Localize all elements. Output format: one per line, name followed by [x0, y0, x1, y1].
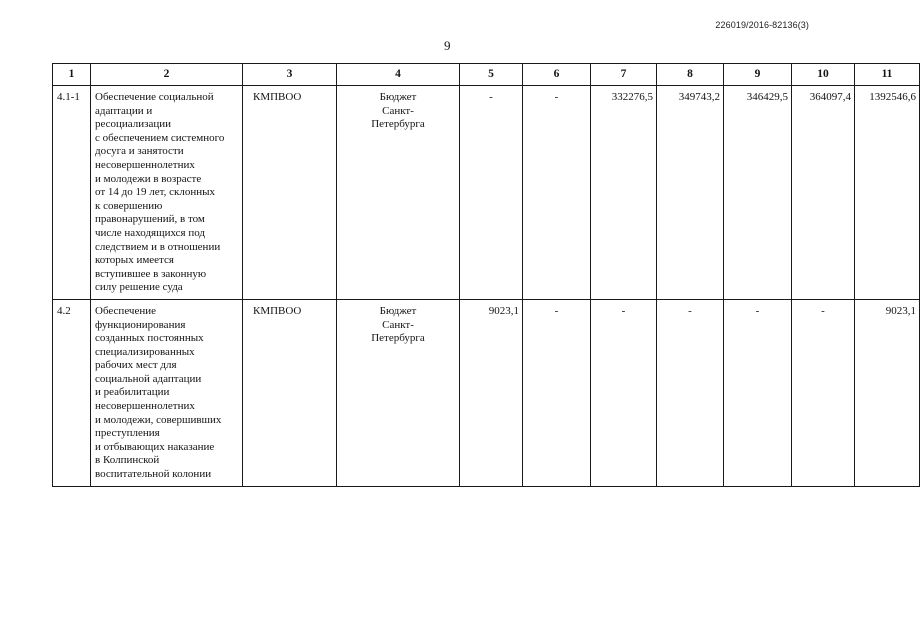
activity-name-line: досуга и занятости: [95, 145, 184, 158]
activity-name-line: Обеспечение: [95, 304, 156, 317]
activity-name-line: к совершению: [95, 199, 163, 212]
activity-name-line: силу решение суда: [95, 281, 183, 294]
column-header: 2: [91, 64, 243, 86]
activity-name-line: в Колпинской: [95, 454, 160, 467]
activity-name-line: несовершеннолетних: [95, 400, 195, 413]
activity-name-line: преступления: [95, 427, 160, 440]
funding-source-line: Санкт-: [382, 318, 414, 331]
column-header: 1: [53, 64, 91, 86]
funding-source-cell: [337, 299, 460, 486]
activity-name-line: адаптации и: [95, 104, 153, 117]
activity-name-line: Обеспечение социальной: [95, 91, 214, 103]
activity-name-line: вступившее в законную: [95, 267, 207, 280]
activity-name-line: и отбывающих наказание: [95, 440, 215, 453]
activity-name-line: и реабилитации: [95, 386, 170, 399]
document-id: 226019/2016-82136(3): [715, 20, 809, 30]
value-cell-10: -: [792, 299, 855, 486]
value-cell-7: 332276,5: [591, 86, 657, 300]
activity-name-line: числе находящихся под: [95, 226, 206, 239]
value-cell-5: 9023,1: [460, 299, 523, 486]
activity-name-line: несовершеннолетних: [95, 158, 195, 171]
activity-name-line: воспитательной колонии: [95, 468, 212, 481]
funding-source-cell: [337, 86, 460, 300]
funding-source-line: Петербурга: [371, 332, 425, 345]
activity-name-line: правонарушений, в том: [95, 213, 205, 226]
value-cell-8: -: [657, 299, 724, 486]
header-row: [53, 64, 920, 86]
table-row: [53, 299, 920, 486]
value-cell-11: 1392546,6: [855, 86, 920, 300]
activity-name-line: специализированных: [95, 345, 195, 358]
value-cell-11: 9023,1: [855, 299, 920, 486]
value-cell-6: -: [523, 86, 591, 300]
value-cell-10: 364097,4: [792, 86, 855, 300]
column-header: 6: [523, 64, 591, 86]
column-header: 3: [243, 64, 337, 86]
activity-name-line: и молодежи в возрасте: [95, 172, 202, 185]
column-header: 11: [855, 64, 920, 86]
value-cell-7: -: [591, 299, 657, 486]
executor-cell: КМПВОО: [243, 299, 337, 486]
row-number: 4.1-1: [53, 86, 91, 300]
column-header: 5: [460, 64, 523, 86]
value-cell-5: -: [460, 86, 523, 300]
activity-name-line: с обеспечением системного: [95, 131, 225, 144]
funding-source-line: Бюджет: [379, 304, 417, 317]
activity-name-line: социальной адаптации: [95, 372, 202, 385]
row-number: 4.2: [53, 299, 91, 486]
value-cell-9: -: [724, 299, 792, 486]
funding-source-line: Петербурга: [371, 118, 425, 131]
activity-name: [91, 86, 243, 300]
funding-source-line: Бюджет: [379, 91, 417, 103]
table-row: [53, 86, 920, 300]
activity-name-line: ресоциализации: [95, 118, 172, 131]
value-cell-9: 346429,5: [724, 86, 792, 300]
page-number: 9: [444, 38, 451, 53]
executor-cell: КМПВОО: [243, 86, 337, 300]
value-cell-8: 349743,2: [657, 86, 724, 300]
funding-source-line: Санкт-: [382, 104, 414, 117]
column-header: 8: [657, 64, 724, 86]
activity-name-line: которых имеется: [95, 254, 174, 267]
activity-name-line: функционирования: [95, 318, 186, 331]
activity-name-line: рабочих мест для: [95, 359, 177, 372]
column-header: 4: [337, 64, 460, 86]
column-header: 9: [724, 64, 792, 86]
activity-name-line: созданных постоянных: [95, 332, 204, 345]
value-cell-6: -: [523, 299, 591, 486]
program-table: [52, 63, 920, 487]
activity-name-line: следствием и в отношении: [95, 240, 221, 253]
column-header: 7: [591, 64, 657, 86]
column-header: 10: [792, 64, 855, 86]
activity-name: [91, 299, 243, 486]
activity-name-line: от 14 до 19 лет, склонных: [95, 186, 215, 199]
activity-name-line: и молодежи, совершивших: [95, 413, 222, 426]
